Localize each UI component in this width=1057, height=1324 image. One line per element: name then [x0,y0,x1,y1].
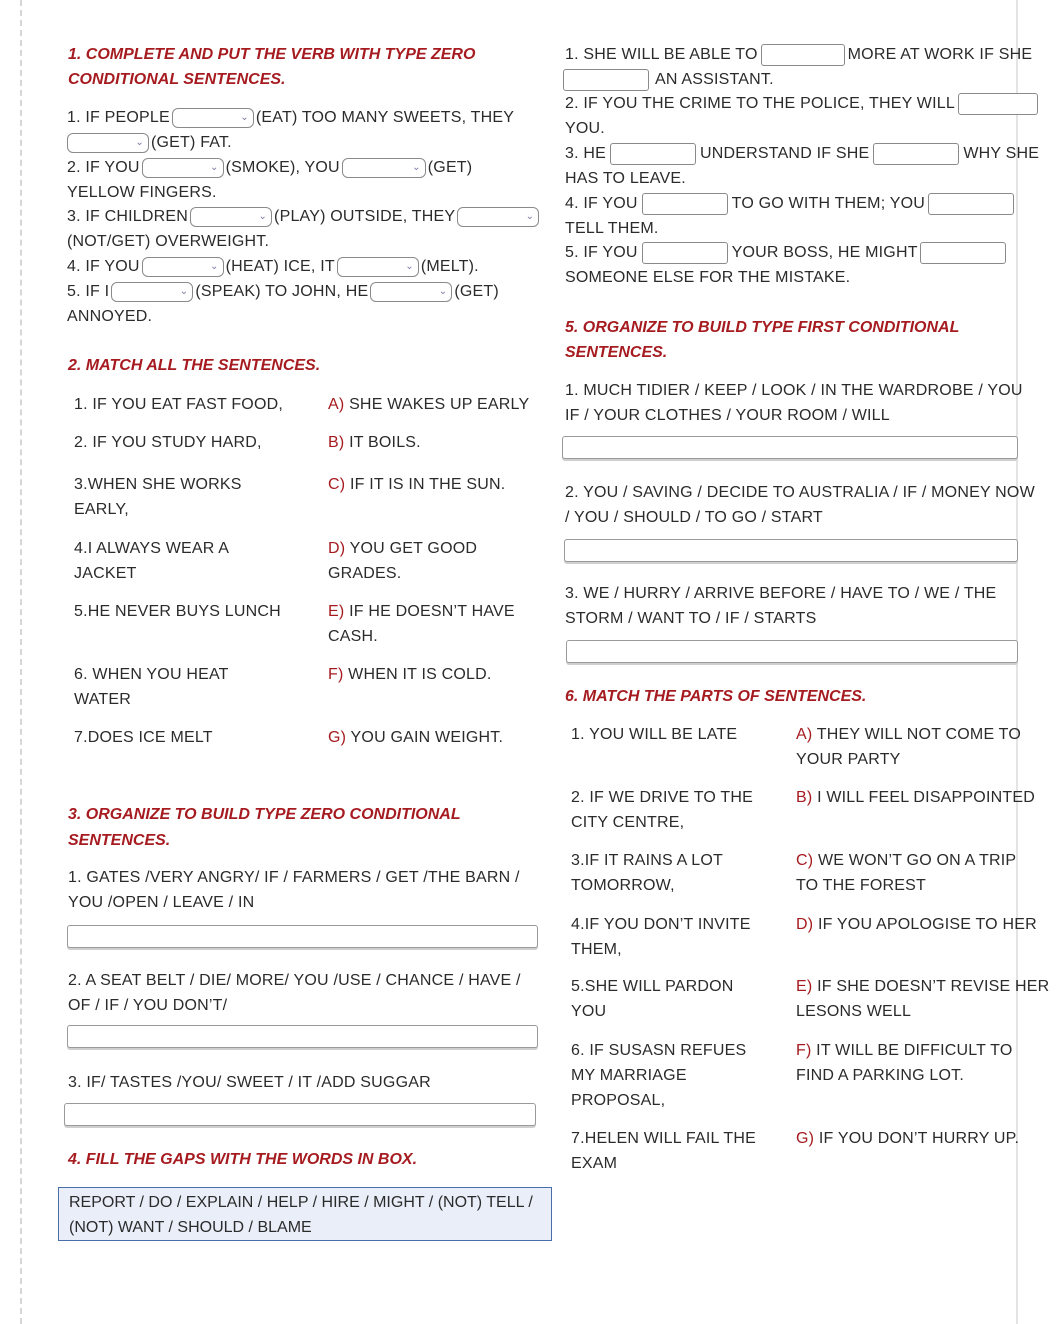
ex2-left-7: 7.DOES ICE MELT [74,729,213,746]
ex5-item-2: 2. YOU / SAVING / DECIDE TO AUSTRALIA / IF / MONEY NOW [565,484,1035,501]
ex3-item-2-cont: OF / IF / YOU DON’T/ [68,997,228,1014]
ex1-item-5: 5. IF I ⌄ (SPEAK) TO JOHN, HE ⌄ (GET) [67,283,499,300]
ex5-answer-2-input[interactable] [564,539,1018,562]
ex6-left-2: 2. IF WE DRIVE TO THE [571,789,754,806]
ex6-right-f-cont: FIND A PARKING LOT. [796,1067,964,1084]
ex6-right-a-cont: YOUR PARTY [796,751,901,768]
ex2-left-6-cont: WATER [74,691,131,708]
ex1-item-5-cont: ANNOYED. [67,308,153,325]
ex2-left-4-cont: JACKET [74,565,137,582]
ex3-answer-3-input[interactable] [64,1103,536,1126]
ex6-left-6-cont1: MY MARRIAGE [571,1067,687,1084]
ex2-right-e-cont: CASH. [328,628,378,645]
chevron-down-icon: ⌄ [179,285,189,297]
ex6-left-1: 1. YOU WILL BE LATE [571,726,738,743]
ex4-item-5: 5. IF YOU YOUR BOSS, HE MIGHT [565,240,1006,265]
ex5-answer-1-input[interactable] [562,436,1018,459]
ex4-q5-input-a[interactable] [642,242,728,264]
chevron-down-icon: ⌄ [258,210,268,222]
ex4-q3-input-b[interactable] [873,143,959,165]
ex4-heading: 4. FILL THE GAPS WITH THE WORDS IN BOX. [68,1151,418,1168]
chevron-down-icon: ⌄ [135,136,144,148]
word-bank-box [58,1187,552,1241]
ex1-item-3-cont: (NOT/GET) OVERWEIGHT. [67,233,270,250]
ex4-item-4-cont: TELL THEM. [565,220,659,237]
ex6-right-e: E) IF SHE DOESN’T REVISE HER [796,978,1050,995]
ex6-right-a: A) THEY WILL NOT COME TO [796,726,1022,743]
ex6-left-6: 6. IF SUSASN REFUES [571,1042,747,1059]
ex4-item-2: 2. IF YOU THE CRIME TO THE POLICE, THEY WILL [565,91,1038,116]
ex4-q5-input-b[interactable] [920,242,1006,264]
ex3-answer-1-input[interactable] [67,925,538,948]
ex2-right-f: F) WHEN IT IS COLD. [328,666,492,683]
ex2-right-g: G) YOU GAIN WEIGHT. [328,729,504,746]
chevron-down-icon: ⌄ [210,161,219,173]
ex3-answer-2-input[interactable] [67,1025,538,1048]
ex4-item-5-cont: SOMEONE ELSE FOR THE MISTAKE. [565,269,851,286]
chevron-down-icon: ⌄ [525,210,535,222]
ex6-left-7: 7.HELEN WILL FAIL THE [571,1130,757,1147]
ex1-q1-select-a[interactable] [172,108,254,128]
ex6-right-d: D) IF YOU APOLOGISE TO HER [796,916,1037,933]
ex2-right-c: C) IF IT IS IN THE SUN. [328,476,506,493]
ex3-item-1-cont: YOU /OPEN / LEAVE / IN [68,894,255,911]
ex3-item-3: 3. IF/ TASTES /YOU/ SWEET / IT /ADD SUGGAR [68,1074,431,1091]
ex6-left-6-cont2: PROPOSAL, [571,1092,666,1109]
ex3-heading-line1: 3. ORGANIZE TO BUILD TYPE ZERO CONDITIONAL [68,806,461,823]
ex1-item-1-cont: ⌄ (GET) FAT. [67,130,232,155]
ex6-right-g: G) IF YOU DON’T HURRY UP. [796,1130,1020,1147]
ex5-item-3: 3. WE / HURRY / ARRIVE BEFORE / HAVE TO / WE / THE [565,585,997,602]
ex6-right-f: F) IT WILL BE DIFFICULT TO [796,1042,1013,1059]
ex2-left-3: 3.WHEN SHE WORKS [74,476,242,493]
chevron-down-icon: ⌄ [240,111,249,123]
ex1-q2-select-a[interactable] [142,158,224,178]
ex6-left-2-cont: CITY CENTRE, [571,814,685,831]
ex4-q1-input-b[interactable] [563,69,649,91]
chevron-down-icon: ⌄ [438,285,448,297]
ex5-answer-3-input[interactable] [566,640,1018,663]
ex2-right-e: E) IF HE DOESN’T HAVE [328,603,515,620]
ex6-left-7-cont: EXAM [571,1155,618,1172]
ex4-item-2-cont: YOU. [565,120,605,137]
ex1-item-2-cont: YELLOW FINGERS. [67,184,217,201]
ex1-heading-line1: 1. COMPLETE AND PUT THE VERB WITH TYPE ZERO [68,46,476,63]
ex4-q4-input-a[interactable] [642,193,728,215]
ex6-left-5-cont: YOU [571,1003,607,1020]
ex1-q4-select-a[interactable] [142,257,224,277]
ex1-item-1: 1. IF PEOPLE ⌄ (EAT) TOO MANY SWEETS, THEY [67,109,515,126]
ex4-q2-input-a[interactable] [958,93,1038,115]
ex4-q1-input-a[interactable] [761,44,845,66]
ex4-item-1-cont: AN ASSISTANT. [563,67,774,92]
ex2-right-b: B) IT BOILS. [328,434,421,451]
ex1-heading-line2: CONDITIONAL SENTENCES. [68,71,286,88]
ex1-item-3: 3. IF CHILDREN ⌄ (PLAY) OUTSIDE, THEY ⌄ [67,204,541,229]
ex5-heading-line1: 5. ORGANIZE TO BUILD TYPE FIRST CONDITIONAL [565,319,960,336]
ex5-item-3-cont: STORM / WANT TO / IF / STARTS [565,610,817,627]
ex3-item-1: 1. GATES /VERY ANGRY/ IF / FARMERS / GET /THE BARN / [68,869,520,886]
ex4-item-3-cont: HAS TO LEAVE. [565,170,686,187]
ex1-q5-select-b[interactable] [370,282,452,302]
chevron-down-icon: ⌄ [210,260,219,272]
ex1-q3-select-b[interactable] [457,207,539,227]
ex6-left-3: 3.IF IT RAINS A LOT [571,852,723,869]
ex1-q3-select-a[interactable] [190,207,272,227]
ex2-left-1: 1. IF YOU EAT FAST FOOD, [74,396,283,413]
ex2-left-4: 4.I ALWAYS WEAR A [74,540,230,557]
ex1-q2-select-b[interactable] [342,158,426,178]
ex6-left-3-cont: TOMORROW, [571,877,675,894]
ex5-heading-line2: SENTENCES. [565,344,668,361]
ex2-heading: 2. MATCH ALL THE SENTENCES. [68,357,321,374]
ex4-item-1: 1. SHE WILL BE ABLE TO MORE AT WORK IF SHE [565,42,1032,67]
ex4-item-3: 3. HE UNDERSTAND IF SHE WHY SHE [565,141,1039,166]
ex1-q4-select-b[interactable] [337,257,419,277]
ex1-q1-select-b[interactable] [67,133,149,153]
ex6-right-b: B) I WILL FEEL DISAPPOINTED [796,789,1035,806]
ex6-left-5: 5.SHE WILL PARDON [571,978,734,995]
ex2-left-6: 6. WHEN YOU HEAT [74,666,229,683]
ex2-left-2: 2. IF YOU STUDY HARD, [74,434,262,451]
ex2-left-5: 5.HE NEVER BUYS LUNCH [74,603,281,620]
ex6-left-4-cont: THEM, [571,941,622,958]
ex6-left-4: 4.IF YOU DON’T INVITE [571,916,751,933]
ex1-q5-select-a[interactable] [111,282,193,302]
ex3-heading-line2: SENTENCES. [68,832,171,849]
chevron-down-icon: ⌄ [412,161,421,173]
ex5-item-1: 1. MUCH TIDIER / KEEP / LOOK / IN THE WARDROBE / YOU [565,382,1023,399]
ex5-item-1-cont: IF / YOUR CLOTHES / YOUR ROOM / WILL [565,407,890,424]
ex4-q4-input-b[interactable] [928,193,1014,215]
ex6-right-e-cont: LESONS WELL [796,1003,912,1020]
ex5-item-2-cont: / YOU / SHOULD / TO GO / START [565,509,823,526]
ex1-item-4: 4. IF YOU ⌄ (HEAT) ICE, IT ⌄ (MELT). [67,258,479,275]
ex2-right-d: D) YOU GET GOOD [328,540,478,557]
ex1-item-2: 2. IF YOU ⌄ (SMOKE), YOU ⌄ (GET) [67,159,473,176]
left-margin-line [20,0,22,1324]
ex4-q3-input-a[interactable] [610,143,696,165]
word-bank-line2: (NOT) WANT / SHOULD / BLAME [69,1219,312,1236]
ex3-item-2: 2. A SEAT BELT / DIE/ MORE/ YOU /USE / CHANCE / HAVE / [68,972,521,989]
ex6-right-c: C) WE WON’T GO ON A TRIP [796,852,1017,869]
chevron-down-icon: ⌄ [405,260,414,272]
ex6-heading: 6. MATCH THE PARTS OF SENTENCES. [565,688,867,705]
ex2-left-3-cont: EARLY, [74,501,129,518]
ex2-right-d-cont: GRADES. [328,565,402,582]
ex6-right-c-cont: TO THE FOREST [796,877,927,894]
word-bank-line1: REPORT / DO / EXPLAIN / HELP / HIRE / MIGHT / (NOT) TELL / [69,1194,533,1211]
ex2-right-a: A) SHE WAKES UP EARLY [328,396,530,413]
ex4-item-4: 4. IF YOU TO GO WITH THEM; YOU [565,191,1014,216]
